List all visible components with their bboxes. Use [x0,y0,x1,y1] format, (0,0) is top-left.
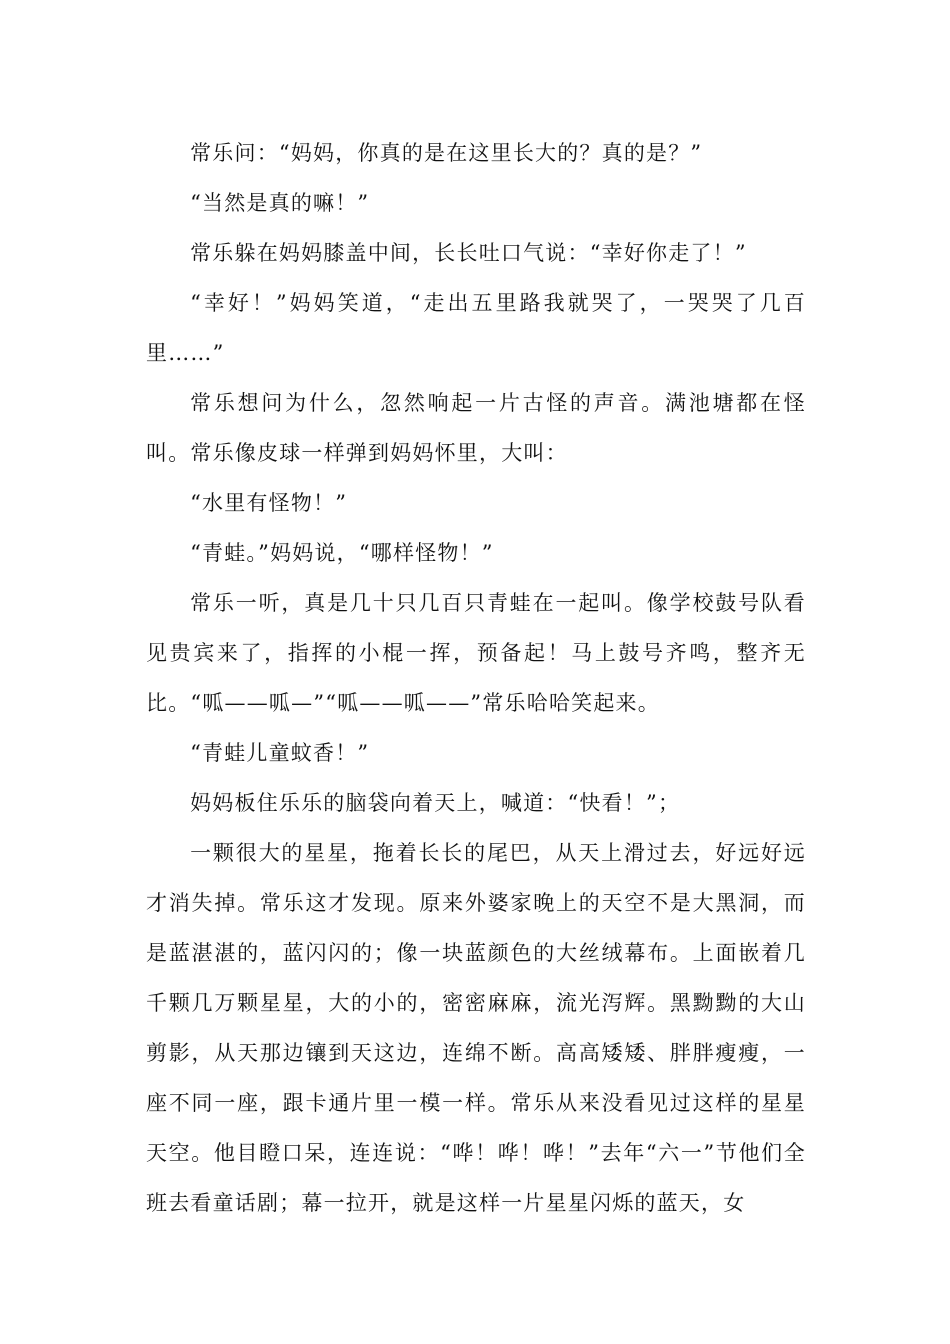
paragraph: “水里有怪物！” [190,491,348,515]
paragraph: 一颗很大的星星，拖着长长的尾巴，从天上滑过去，好远好远才消失掉。常乐这才发现。原来外婆家晚上的天空不是大黑洞，而是蓝湛湛的，蓝闪闪的；像一块蓝颜色的大丝绒幕布。上面嵌着几千颗几万颗星星，大的小的，密密麻麻，流光泻辉。黑黝黝的大山剪影，从天那边镶到天这边，连绵不断。高高矮矮、胖胖瘦瘦，一座不同一座，跟卡通片里一模一样。常乐从来没看见过这样的星星天空。他目瞪口呆，连连说：“哗！哗！哗！”去年“六一”节他们全班去看童话剧；幕一拉开，就是这样一片星星闪烁的蓝天，女 [146,841,806,1215]
paragraph: “青蛙。”妈妈说，“哪样怪物！” [190,541,494,565]
paragraph: 常乐一听，真是几十只几百只青蛙在一起叫。像学校鼓号队看见贵宾来了，指挥的小棍一挥，预备起！马上鼓号齐鸣，整齐无比。“呱——呱—”“呱——呱——”常乐哈哈笑起来。 [146,591,806,715]
paragraph: “幸好！”妈妈笑道，“走出五里路我就哭了，一哭哭了几百里……” [146,291,806,365]
paragraph: “当然是真的嘛！” [190,191,370,215]
paragraph: 常乐想问为什么，忽然响起一片古怪的声音。满池塘都在怪叫。常乐像皮球一样弹到妈妈怀里，大叫： [146,391,806,465]
paragraph: 妈妈板住乐乐的脑袋向着天上，喊道：“快看！”； [190,791,681,815]
paragraph: 常乐躲在妈妈膝盖中间，长长吐口气说：“幸好你走了！” [190,241,747,265]
paragraph: 常乐问：“妈妈，你真的是在这里长大的？真的是？” [190,141,703,165]
paragraph: “青蛙儿童蚊香！” [190,741,370,765]
story-text [146,128,806,1228]
